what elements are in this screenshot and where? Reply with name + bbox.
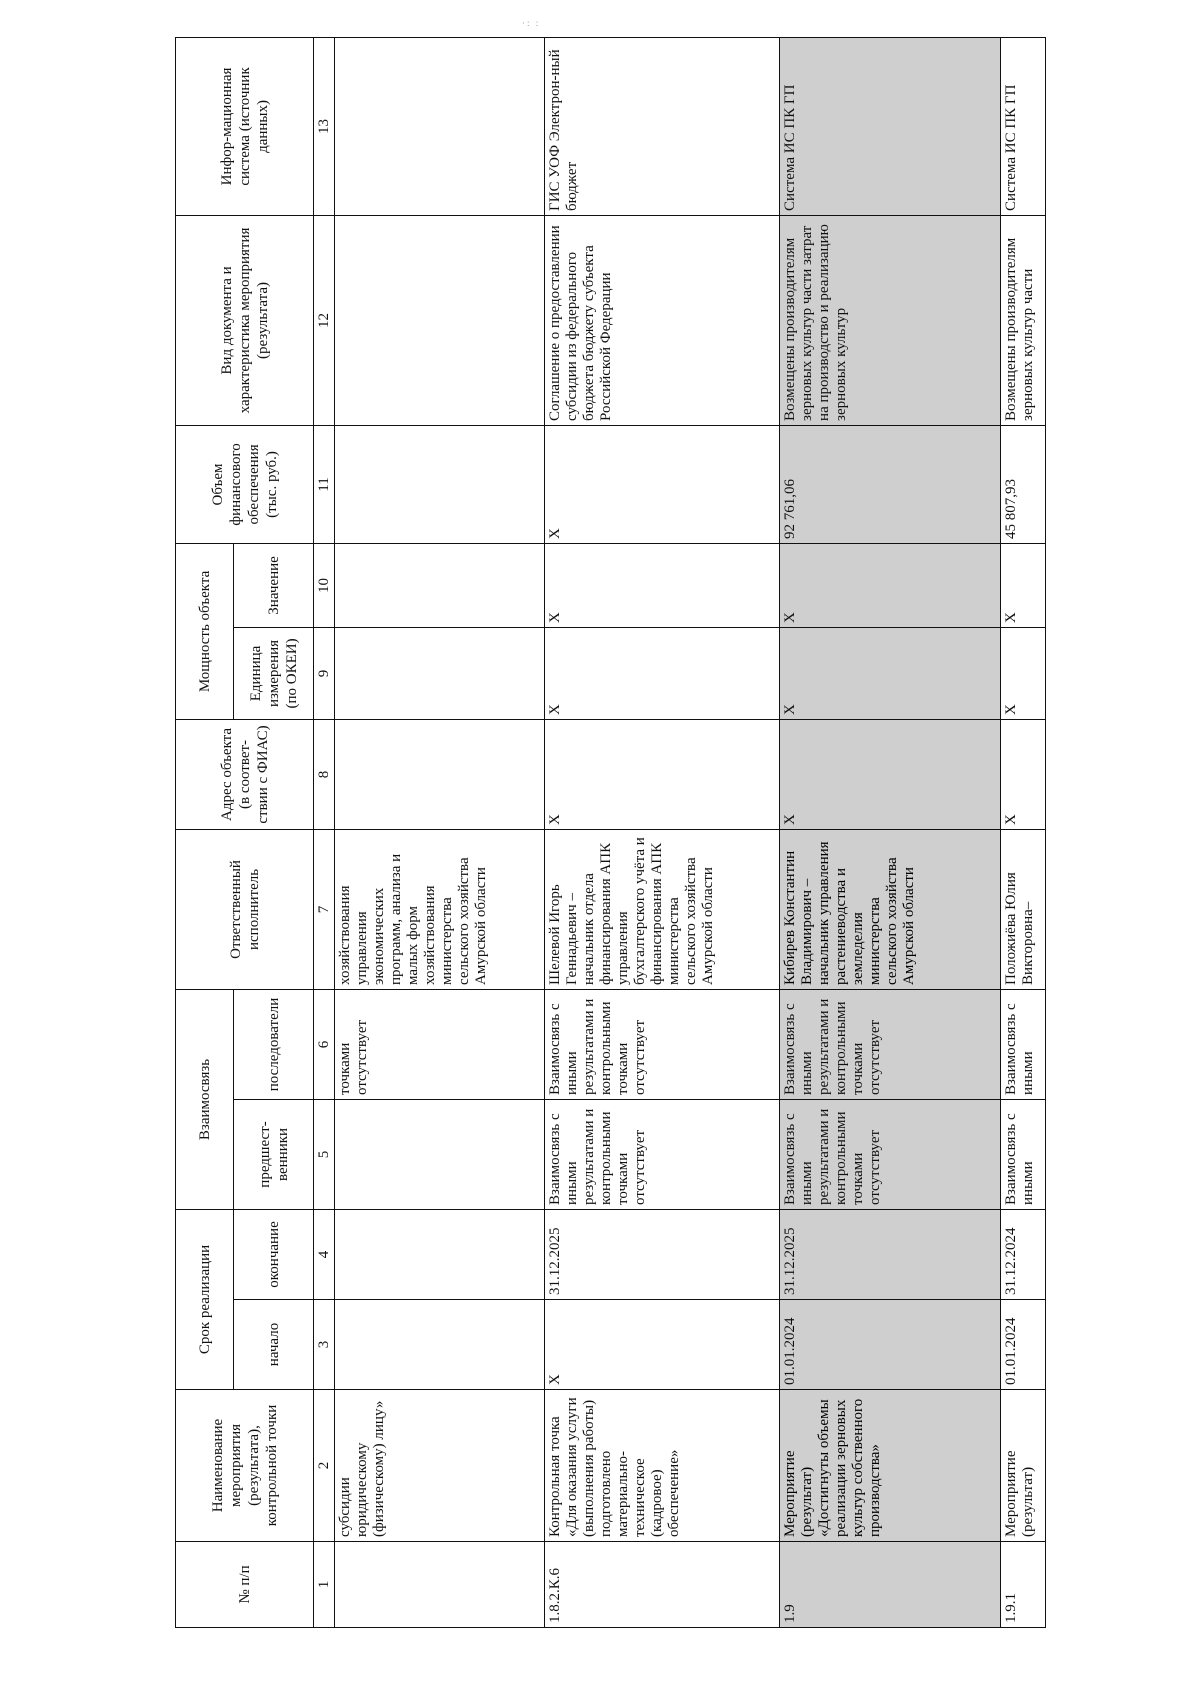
cell-successors: точками отсутствует	[335, 989, 545, 1099]
header-executor: Ответственный исполнитель	[176, 829, 314, 989]
table-row	[780, 37, 1001, 1627]
column-numbers-row	[314, 37, 335, 1627]
cell-document: Возмещены производителям зерновых культур части	[1001, 215, 1046, 425]
cell-address: X	[545, 719, 780, 829]
cell-predecessors: Взаимосвязь с иными результатами и контрольными точками отсутствует	[780, 1099, 1001, 1209]
cell-number: 1.9.1	[1001, 1542, 1046, 1628]
cell-successors: Взаимосвязь с иными результатами и контрольными точками отсутствует	[780, 989, 1001, 1099]
column-number: 7	[314, 829, 335, 989]
cell-funding: 45 807,93	[1001, 425, 1046, 543]
header-document: Вид документа и характеристика мероприятия (результата)	[176, 215, 314, 425]
header-name: Наименование мероприятия (результата), контрольной точки	[176, 1390, 314, 1542]
cell-value	[335, 543, 545, 627]
cell-successors: Взаимосвязь с иными	[1001, 989, 1046, 1099]
cell-unit: X	[780, 627, 1001, 719]
cell-address: X	[780, 719, 1001, 829]
cell-name: Контрольная точка «Для оказания услуги (выполнения работы) подготовлено материально-техническое (кадровое) обеспечение»	[545, 1390, 780, 1542]
cell-unit: X	[1001, 627, 1046, 719]
cell-predecessors: Взаимосвязь с иными	[1001, 1099, 1046, 1209]
header-timing-group: Срок реализации	[176, 1209, 234, 1389]
column-number: 8	[314, 719, 335, 829]
cell-executor: хозяйствования управления экономических программ, анализа и малых форм хозяйствования министерства сельского хозяйства Амурской области	[335, 829, 545, 989]
scan-specks: ·: :	[522, 18, 541, 28]
column-number: 1	[314, 1542, 335, 1628]
cell-document: Соглашение о предоставлении субсидии из федерального бюджета бюджету субъекта Российской Федерации	[545, 215, 780, 425]
cell-start: 01.01.2024	[1001, 1300, 1046, 1390]
column-number: 2	[314, 1390, 335, 1542]
cell-number: 1.9	[780, 1542, 1001, 1628]
cell-funding: 92 761,06	[780, 425, 1001, 543]
cell-value: X	[545, 543, 780, 627]
cell-info-system: Система ИС ПК ГП	[1001, 37, 1046, 215]
cell-name: Мероприятие (результат) «Достигнуты объемы реализации зерновых культур собственного производства»	[780, 1390, 1001, 1542]
header-number: № п/п	[176, 1542, 314, 1628]
cell-document: Возмещены производителям зерновых культур части затрат на производство и реализацию зерновых культур	[780, 215, 1001, 425]
cell-number: 1.8.2.К.6	[545, 1542, 780, 1628]
cell-unit: X	[545, 627, 780, 719]
header-unit: Единица измерения (по ОКЕИ)	[234, 627, 314, 719]
header-capacity-group: Мощность объекта	[176, 543, 234, 719]
cell-value: X	[780, 543, 1001, 627]
events-table	[175, 37, 1046, 1628]
cell-info-system: Система ИС ПК ГП	[780, 37, 1001, 215]
cell-end: 31.12.2025	[545, 1209, 780, 1299]
header-value: Значение	[234, 543, 314, 627]
cell-address: X	[1001, 719, 1046, 829]
cell-name: субсидии юридическому (физическому) лицу»	[335, 1390, 545, 1542]
header-end: окончание	[234, 1209, 314, 1299]
cell-successors: Взаимосвязь с иными результатами и контрольными точками отсутствует	[545, 989, 780, 1099]
header-address: Адрес объекта (в соответ-ствии с ФИАС)	[176, 719, 314, 829]
table-row	[545, 37, 780, 1627]
cell-number	[335, 1542, 545, 1628]
cell-unit	[335, 627, 545, 719]
header-funding: Объем финансового обеспечения (тыс. руб.)	[176, 425, 314, 543]
cell-funding: X	[545, 425, 780, 543]
header-start: начало	[234, 1300, 314, 1390]
header-info-system: Инфор-мационная система (источник данных)	[176, 37, 314, 215]
cell-info-system	[335, 37, 545, 215]
header-predecessors: предшест-венники	[234, 1099, 314, 1209]
cell-end: 31.12.2025	[780, 1209, 1001, 1299]
cell-name: Мероприятие (результат)	[1001, 1390, 1046, 1542]
column-number: 10	[314, 543, 335, 627]
cell-address	[335, 719, 545, 829]
cell-predecessors: Взаимосвязь с иными результатами и контрольными точками отсутствует	[545, 1099, 780, 1209]
column-number: 5	[314, 1099, 335, 1209]
table-row	[1001, 37, 1046, 1627]
cell-funding	[335, 425, 545, 543]
cell-executor: Шелевой Игорь Геннадьевич – начальник отдела финансирования АПК управления бухгалтерского учёта и финансирования АПК министерства сельского хозяйства Амурской области	[545, 829, 780, 989]
cell-value: X	[1001, 543, 1046, 627]
cell-executor: Кибирев Константин Владимирович – начальник управления растениеводства и земледелия министерства сельского хозяйства Амурской области	[780, 829, 1001, 989]
header-relation-group: Взаимосвязь	[176, 989, 234, 1209]
column-number: 4	[314, 1209, 335, 1299]
column-number: 6	[314, 989, 335, 1099]
column-number: 11	[314, 425, 335, 543]
cell-info-system: ГИС УОФ Электрон-ный бюджет	[545, 37, 780, 215]
header-successors: последователи	[234, 989, 314, 1099]
table-row	[335, 37, 545, 1627]
column-number: 9	[314, 627, 335, 719]
cell-start	[335, 1300, 545, 1390]
column-number: 13	[314, 37, 335, 215]
cell-end	[335, 1209, 545, 1299]
cell-start: 01.01.2024	[780, 1300, 1001, 1390]
cell-document	[335, 215, 545, 425]
column-number: 12	[314, 215, 335, 425]
cell-start: X	[545, 1300, 780, 1390]
cell-executor: Положиёва Юлия Викторовна–	[1001, 829, 1046, 989]
column-number: 3	[314, 1300, 335, 1390]
rotated-table-container	[175, 38, 1195, 1628]
cell-end: 31.12.2024	[1001, 1209, 1046, 1299]
cell-predecessors	[335, 1099, 545, 1209]
